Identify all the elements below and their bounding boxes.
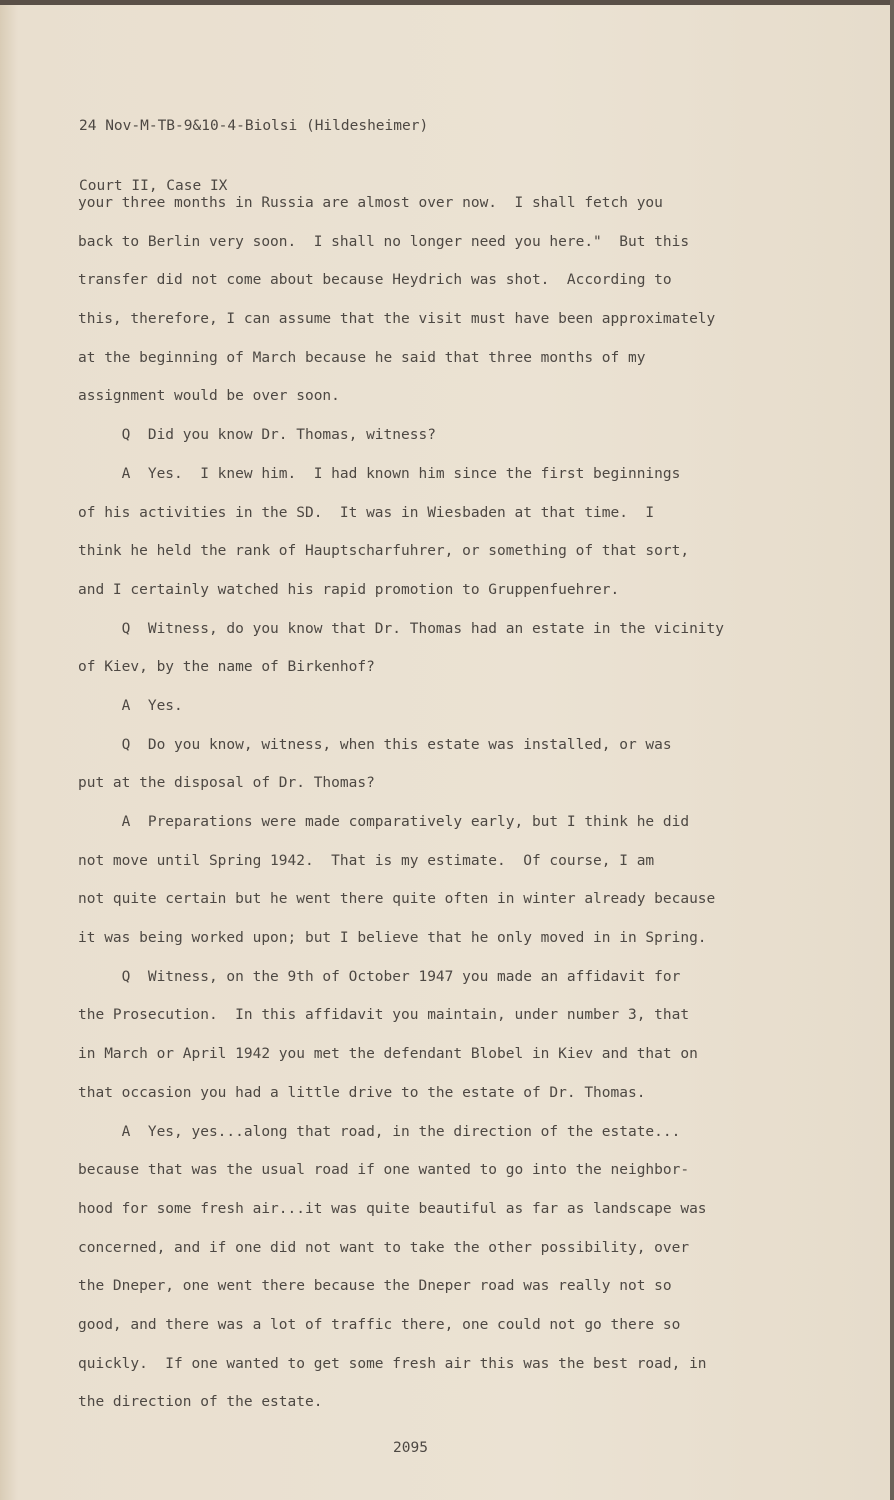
transcript-line: of his activities in the SD. It was in Wiesbaden at that time. I xyxy=(78,504,655,521)
transcript-line: assignment would be over soon. xyxy=(78,388,340,405)
transcript-line: the Dneper, one went there because the Dneper road was really not so xyxy=(78,1278,672,1295)
transcript-line: this, therefore, I can assume that the visit must have been approximately xyxy=(78,311,716,328)
transcript-line: A Yes, yes...along that road, in the direction of the estate... xyxy=(78,1123,681,1140)
transcript-line: think he held the rank of Hauptscharfuhrer, or something of that sort, xyxy=(78,543,690,560)
page-top-edge xyxy=(0,0,894,5)
header-court: Court II, Case IX xyxy=(79,178,228,194)
transcript-line: hood for some fresh air...it was quite beautiful as far as landscape was xyxy=(78,1200,707,1217)
transcript-line: put at the disposal of Dr. Thomas? xyxy=(78,775,375,792)
transcript-body xyxy=(78,190,818,1428)
transcript-line: the Prosecution. In this affidavit you maintain, under number 3, that xyxy=(78,1007,690,1024)
transcript-line: A Yes. I knew him. I had known him since the first beginnings xyxy=(78,465,681,482)
transcript-line: not quite certain but he went there quite often in winter already because xyxy=(78,891,716,908)
transcript-line: your three months in Russia are almost over now. I shall fetch you xyxy=(78,195,663,211)
transcript-line: Q Witness, do you know that Dr. Thomas had an estate in the vicinity xyxy=(78,620,725,637)
transcript-line: back to Berlin very soon. I shall no longer need you here." But this xyxy=(78,233,690,250)
transcript-line: at the beginning of March because he said that three months of my xyxy=(78,349,646,366)
transcript-line: good, and there was a lot of traffic there, one could not go there so xyxy=(78,1316,681,1333)
transcript-line: A Yes. xyxy=(78,697,183,714)
transcript-line: of Kiev, by the name of Birkenhof? xyxy=(78,659,375,676)
transcript-line: not move until Spring 1942. That is my estimate. Of course, I am xyxy=(78,852,655,869)
transcript-line: that occasion you had a little drive to the estate of Dr. Thomas. xyxy=(78,1084,646,1101)
page-right-edge xyxy=(890,0,894,1500)
transcript-line: Q Did you know Dr. Thomas, witness? xyxy=(78,427,436,444)
transcript-line: in March or April 1942 you met the defendant Blobel in Kiev and that on xyxy=(78,1046,698,1063)
transcript-line: it was being worked upon; but I believe that he only moved in in Spring. xyxy=(78,930,707,947)
transcript-line: concerned, and if one did not want to take the other possibility, over xyxy=(78,1239,690,1256)
transcript-line: transfer did not come about because Heydrich was shot. According to xyxy=(78,272,672,289)
page-number: 2095 xyxy=(393,1440,428,1456)
header-case-reference: 24 Nov-M-TB-9&10-4-Biolsi (Hildesheimer) xyxy=(79,118,429,134)
transcript-line: Q Witness, on the 9th of October 1947 you made an affidavit for xyxy=(78,968,681,985)
transcript-line: A Preparations were made comparatively early, but I think he did xyxy=(78,814,690,830)
transcript-line: the direction of the estate. xyxy=(78,1394,323,1411)
transcript-line: and I certainly watched his rapid promotion to Gruppenfuehrer. xyxy=(78,581,620,598)
transcript-line: quickly. If one wanted to get some fresh air this was the best road, in xyxy=(78,1355,707,1372)
transcript-line: because that was the usual road if one wanted to go into the neighbor- xyxy=(78,1162,690,1179)
transcript-line: Q Do you know, witness, when this estate was installed, or was xyxy=(78,736,672,753)
